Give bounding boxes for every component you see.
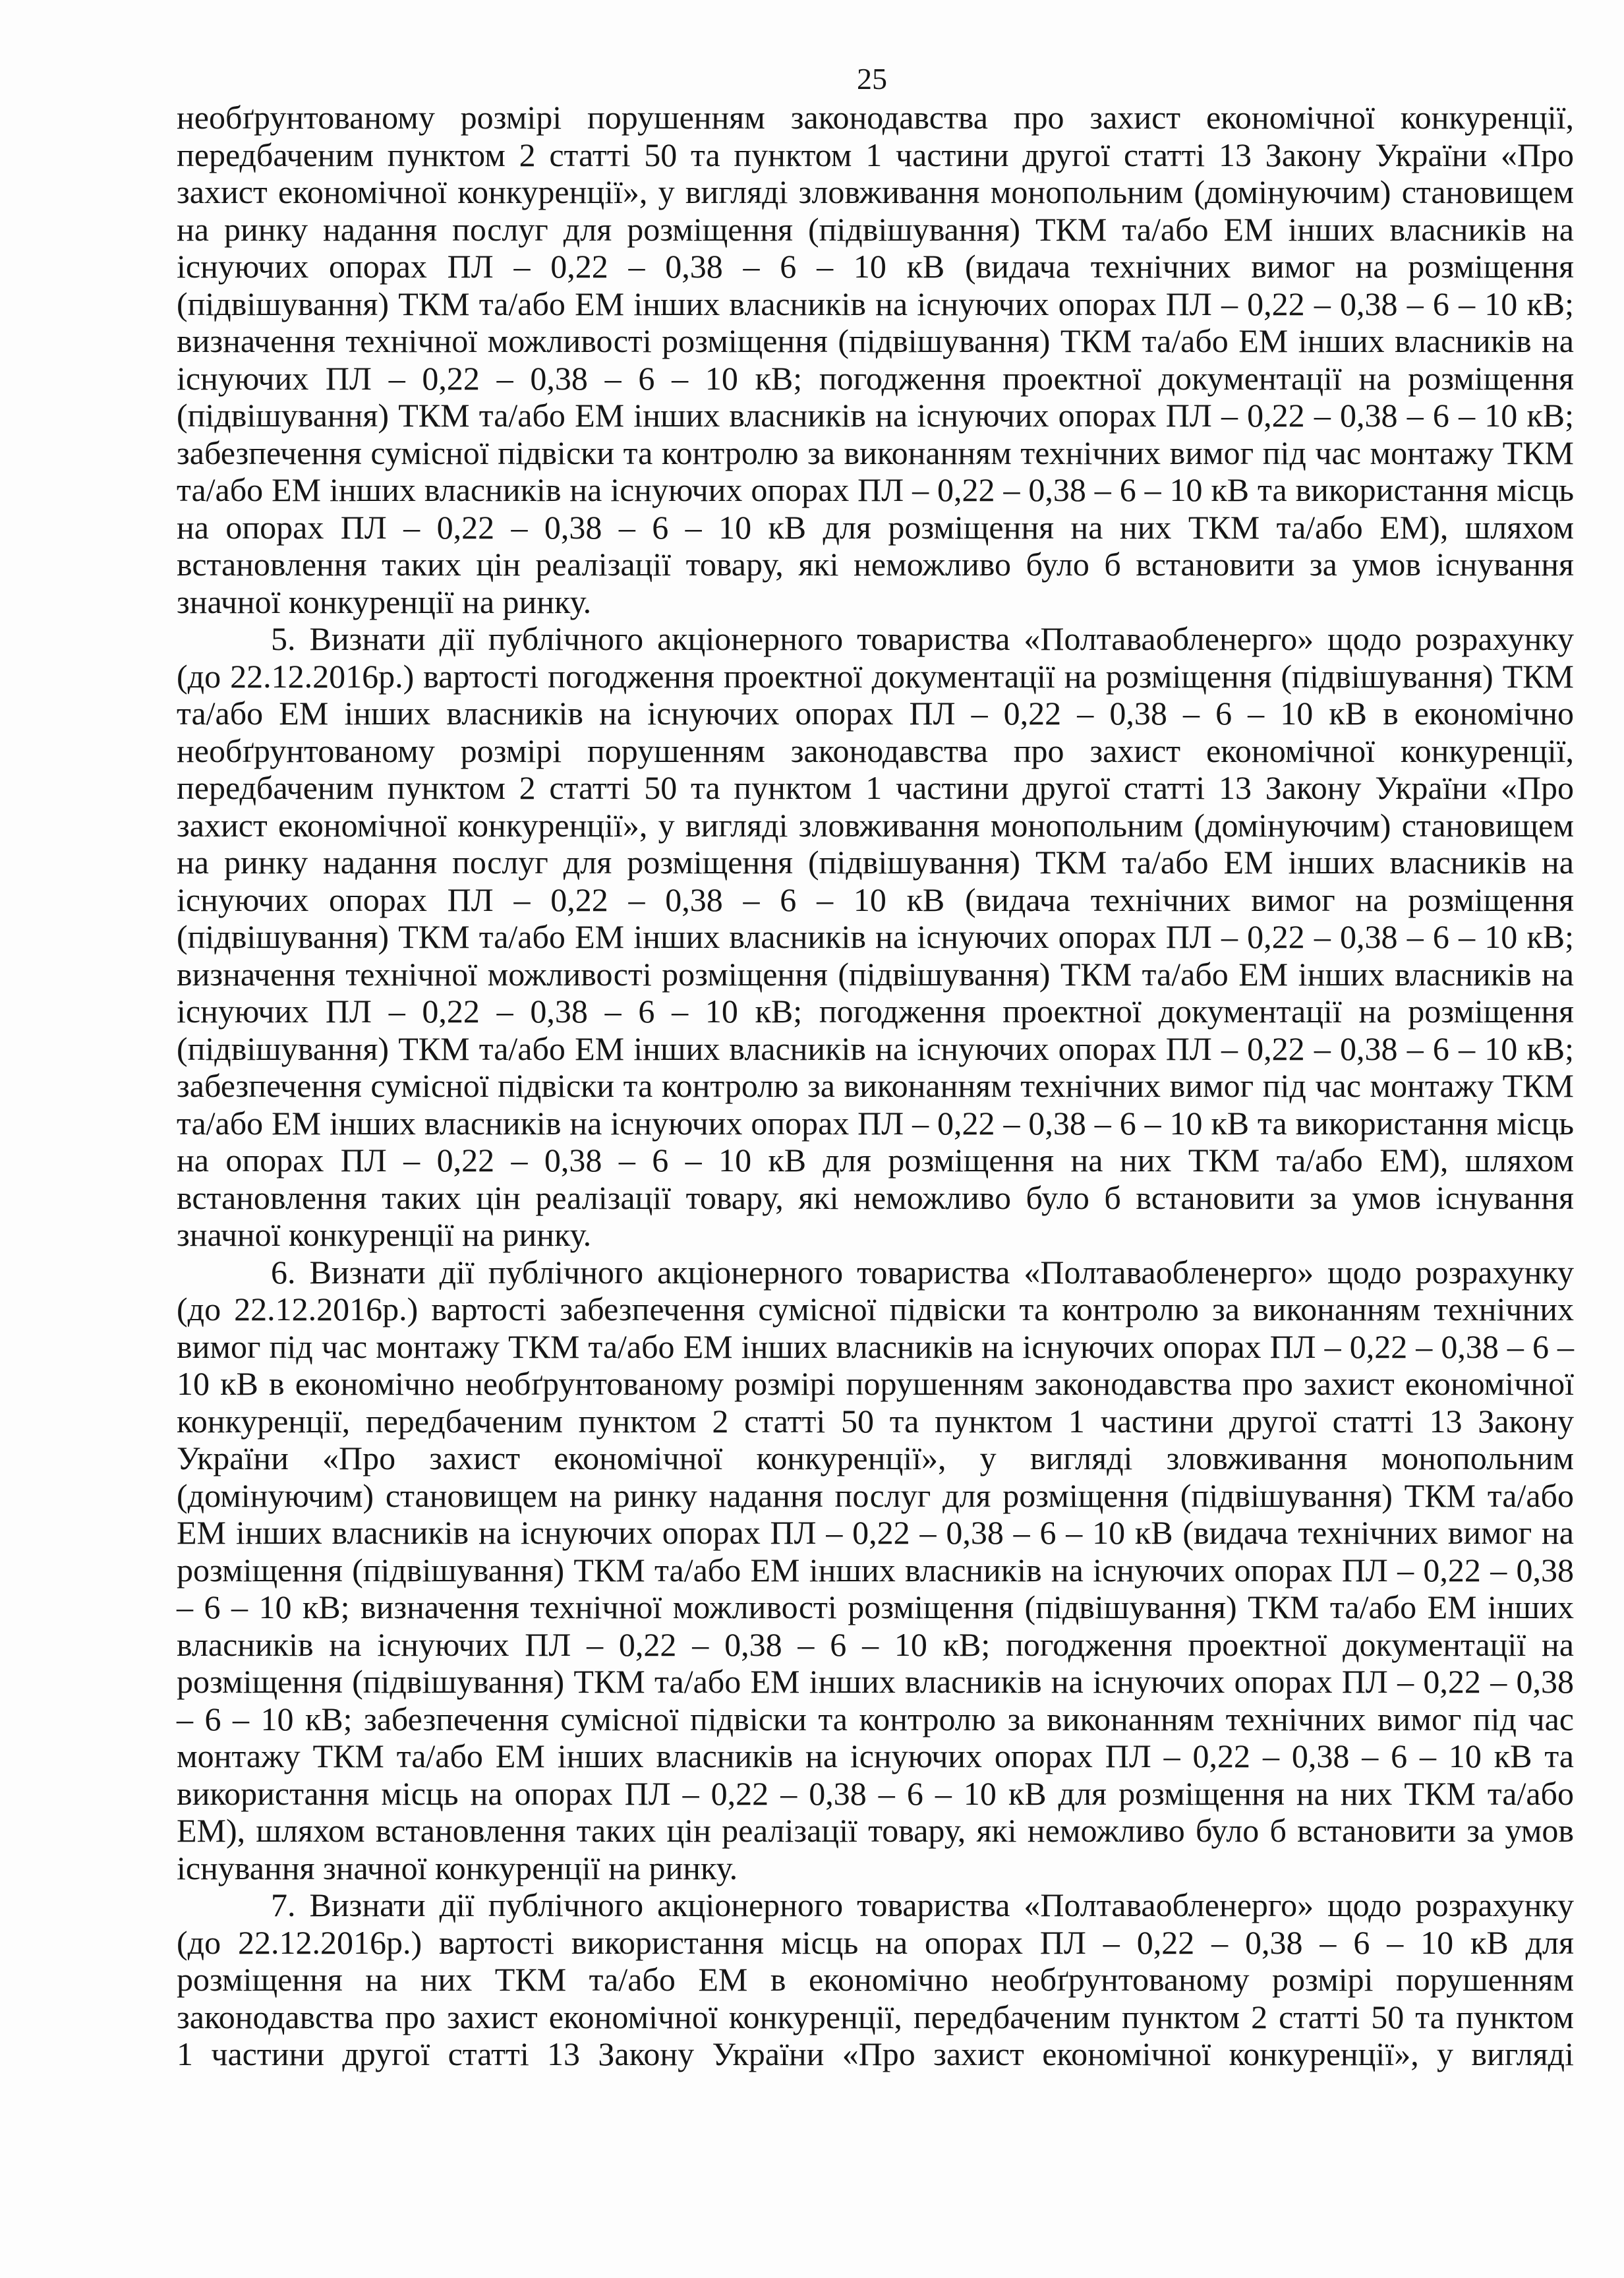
text-line: існування значної конкуренції на ринку.: [177, 1849, 738, 1886]
text-line: – 6 – 10 кВ; визначення технічної можливості розміщення (підвішування) ТКМ та/або ЕМ інших: [177, 1589, 1574, 1625]
text-line: встановлення таких цін реалізації товару, які неможливо було б встановити за умов існування: [177, 1179, 1574, 1216]
text-line: власників на існуючих ПЛ – 0,22 – 0,38 – 6 – 10 кВ; погодження проектної документації на: [177, 1625, 1574, 1663]
text-line: та/або ЕМ інших власників на існуючих опорах ПЛ – 0,22 – 0,38 – 6 – 10 кВ та використання місць: [177, 471, 1574, 508]
text-line: передбаченим пунктом 2 статті 50 та пунктом 1 частини другої статті 13 Закону України «Про: [177, 136, 1574, 173]
text-line: забезпечення сумісної підвіски та контролю за виконанням технічних вимог під час монтажу ТКМ: [177, 434, 1574, 471]
text-line: необґрунтованому розмірі порушенням законодавства про захист економічної конкуренції,: [177, 99, 1574, 136]
paragraph: [177, 620, 1574, 1254]
text-line: існуючих ПЛ – 0,22 – 0,38 – 6 – 10 кВ; погодження проектної документації на розміщення: [177, 993, 1574, 1030]
text-line: (підвішування) ТКМ та/або ЕМ інших власників на існуючих опорах ПЛ – 0,22 – 0,38 – 6 – 10 кВ;: [177, 397, 1574, 434]
text-line: визначення технічної можливості розміщення (підвішування) ТКМ та/або ЕМ інших власників на: [177, 955, 1574, 993]
text-line: ЕМ), шляхом встановлення таких цін реалізації товару, які неможливо було б встановити за умов: [177, 1812, 1574, 1849]
text-line: використання місць на опорах ПЛ – 0,22 – 0,38 – 6 – 10 кВ для розміщення на них ТКМ та/або: [177, 1774, 1574, 1812]
paragraph: [177, 1886, 1574, 2073]
text-line: захист економічної конкуренції», у вигляді зловживання монопольним (домінуючим) становищем: [177, 806, 1574, 844]
text-line: та/або ЕМ інших власників на існуючих опорах ПЛ – 0,22 – 0,38 – 6 – 10 кВ та використання місць: [177, 1104, 1574, 1142]
text-line: 5. Визнати дії публічного акціонерного товариства «Полтаваобленерго» щодо розрахунку: [271, 620, 1574, 657]
text-line: ЕМ інших власників на існуючих опорах ПЛ – 0,22 – 0,38 – 6 – 10 кВ (видача технічних вимог на: [177, 1514, 1574, 1551]
text-line: необґрунтованому розмірі порушенням законодавства про захист економічної конкуренції,: [177, 732, 1574, 769]
text-line: існуючих опорах ПЛ – 0,22 – 0,38 – 6 – 10 кВ (видача технічних вимог на розміщення: [177, 881, 1574, 918]
text-line: (підвішування) ТКМ та/або ЕМ інших власників на існуючих опорах ПЛ – 0,22 – 0,38 – 6 – 10 кВ;: [177, 918, 1574, 955]
text-line: вимог під час монтажу ТКМ та/або ЕМ інших власників на існуючих опорах ПЛ – 0,22 – 0,38 – 6 –: [177, 1328, 1574, 1365]
text-line: (до 22.12.2016р.) вартості погодження проектної документації на розміщення (підвішування) ТКМ: [177, 657, 1574, 695]
text-line: передбаченим пунктом 2 статті 50 та пунктом 1 частини другої статті 13 Закону України «Про: [177, 769, 1574, 806]
page-number: 25: [857, 62, 887, 96]
text-line: існуючих опорах ПЛ – 0,22 – 0,38 – 6 – 10 кВ (видача технічних вимог на розміщення: [177, 248, 1574, 285]
paragraph: [177, 1254, 1574, 1887]
text-line: значної конкуренції на ринку.: [177, 583, 592, 620]
text-line: захист економічної конкуренції», у вигляді зловживання монопольним (домінуючим) становищем: [177, 173, 1574, 210]
text-line: 6. Визнати дії публічного акціонерного товариства «Полтаваобленерго» щодо розрахунку: [271, 1253, 1574, 1291]
text-line: розміщення (підвішування) ТКМ та/або ЕМ інших власників на існуючих опорах ПЛ – 0,22 – 0,38: [177, 1551, 1574, 1589]
text-line: на ринку надання послуг для розміщення (підвішування) ТКМ та/або ЕМ інших власників на: [177, 844, 1574, 881]
text-line: значної конкуренції на ринку.: [177, 1216, 592, 1253]
paragraph: [177, 99, 1574, 620]
text-line: забезпечення сумісної підвіски та контролю за виконанням технічних вимог під час монтажу ТКМ: [177, 1067, 1574, 1104]
text-line: – 6 – 10 кВ; забезпечення сумісної підвіски та контролю за виконанням технічних вимог під час: [177, 1700, 1574, 1738]
text-line: (підвішування) ТКМ та/або ЕМ інших власників на існуючих опорах ПЛ – 0,22 – 0,38 – 6 – 10 кВ;: [177, 1030, 1574, 1067]
text-line: 10 кВ в економічно необґрунтованому розмірі порушенням законодавства про захист економічної: [177, 1365, 1574, 1402]
text-line: та/або ЕМ інших власників на існуючих опорах ПЛ – 0,22 – 0,38 – 6 – 10 кВ в економічно: [177, 695, 1574, 732]
text-line: на опорах ПЛ – 0,22 – 0,38 – 6 – 10 кВ для розміщення на них ТКМ та/або ЕМ), шляхом: [177, 1142, 1574, 1179]
text-line: (до 22.12.2016р.) вартості використання місць на опорах ПЛ – 0,22 – 0,38 – 6 – 10 кВ для: [177, 1923, 1574, 1961]
text-line: України «Про захист економічної конкуренції», у вигляді зловживання монопольним: [177, 1440, 1574, 1476]
text-line: визначення технічної можливості розміщення (підвішування) ТКМ та/або ЕМ інших власників на: [177, 322, 1574, 359]
text-line: існуючих ПЛ – 0,22 – 0,38 – 6 – 10 кВ; погодження проектної документації на розміщення: [177, 359, 1574, 397]
text-line: 7. Визнати дії публічного акціонерного товариства «Полтаваобленерго» щодо розрахунку: [271, 1886, 1574, 1923]
text-line: (домінуючим) становищем на ринку надання послуг для розміщення (підвішування) ТКМ та/або: [177, 1476, 1574, 1514]
text-line: (підвішування) ТКМ та/або ЕМ інших власників на існуючих опорах ПЛ – 0,22 – 0,38 – 6 – 10 кВ;: [177, 285, 1574, 322]
text-line: 1 частини другої статті 13 Закону України «Про захист економічної конкуренції», у вигляді: [177, 2035, 1574, 2072]
text-line: на ринку надання послуг для розміщення (підвішування) ТКМ та/або ЕМ інших власників на: [177, 210, 1574, 248]
text-line: (до 22.12.2016р.) вартості забезпечення сумісної підвіски та контролю за виконанням технічних: [177, 1291, 1574, 1328]
text-line: законодавства про захист економічної конкуренції, передбаченим пунктом 2 статті 50 та пунктом: [177, 1998, 1574, 2035]
text-line: на опорах ПЛ – 0,22 – 0,38 – 6 – 10 кВ для розміщення на них ТКМ та/або ЕМ), шляхом: [177, 508, 1574, 546]
text-line: розміщення (підвішування) ТКМ та/або ЕМ інших власників на існуючих опорах ПЛ – 0,22 – 0,38: [177, 1663, 1574, 1700]
text-line: встановлення таких цін реалізації товару, які неможливо було б встановити за умов існування: [177, 546, 1574, 583]
document-body: [177, 99, 1574, 2073]
text-line: розміщення на них ТКМ та/або ЕМ в економічно необґрунтованому розмірі порушенням: [177, 1961, 1574, 1998]
text-line: конкуренції, передбаченим пунктом 2 статті 50 та пунктом 1 частини другої статті 13 Закону: [177, 1402, 1574, 1440]
text-line: монтажу ТКМ та/або ЕМ інших власників на існуючих опорах ПЛ – 0,22 – 0,38 – 6 – 10 кВ та: [177, 1738, 1574, 1774]
